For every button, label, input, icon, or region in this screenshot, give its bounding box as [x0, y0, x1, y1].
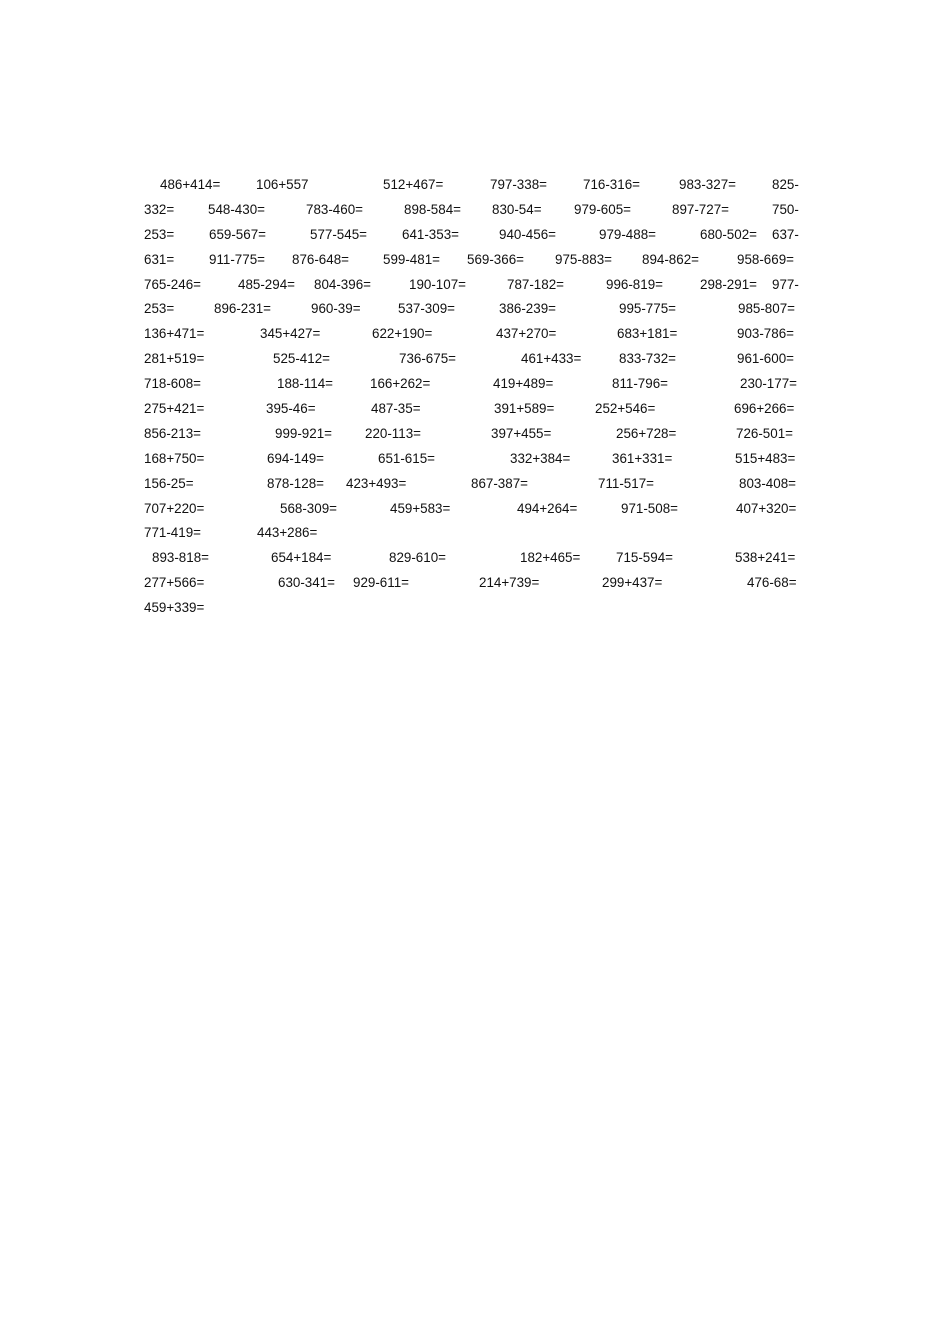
problem: 856-213=	[144, 425, 201, 441]
problem: 443+286=	[257, 525, 318, 541]
problem: 765-246=	[144, 276, 201, 292]
problem: 182+465=	[520, 550, 581, 566]
problem: 630-341=	[278, 575, 335, 591]
problem: 332+384=	[510, 450, 571, 466]
problem: 298-291=	[700, 276, 757, 292]
problem: 876-648=	[292, 251, 349, 267]
problem: 548-430=	[208, 201, 265, 217]
problem: 958-669=	[737, 251, 794, 267]
problem: 829-610=	[389, 550, 446, 566]
problem: 407+320=	[736, 500, 797, 516]
problem: 696+266=	[734, 401, 795, 417]
problem: 654+184=	[271, 550, 332, 566]
problem: 397+455=	[491, 425, 552, 441]
problem: 486+414=	[160, 177, 221, 192]
problem: 911-775=	[209, 251, 265, 267]
problem: 487-35=	[371, 401, 421, 417]
problem: 512+467=	[383, 177, 444, 192]
problem: 188-114=	[277, 376, 333, 392]
problem: 894-862=	[642, 251, 699, 267]
problem: 332=	[144, 201, 175, 217]
problem: 896-231=	[214, 301, 271, 317]
worksheet-line	[144, 222, 804, 247]
problem: 659-567=	[209, 226, 266, 242]
problem: 878-128=	[267, 475, 324, 491]
problem: 651-615=	[378, 450, 435, 466]
problem: 345+427=	[260, 326, 321, 342]
problem: 637-	[772, 226, 799, 242]
problem: 960-39=	[311, 301, 361, 317]
problem: 275+421=	[144, 401, 205, 417]
problem: 726-501=	[736, 425, 793, 441]
problem: 166+262=	[370, 376, 431, 392]
problem: 361+331=	[612, 450, 673, 466]
problem: 106+557	[256, 177, 309, 192]
worksheet-line	[144, 272, 804, 297]
problem: 929-611=	[353, 575, 409, 591]
problem: 494+264=	[517, 500, 578, 516]
problem: 983-327=	[679, 177, 736, 192]
worksheet-line	[144, 545, 804, 570]
problem: 256+728=	[616, 425, 677, 441]
problem: 419+489=	[493, 376, 554, 392]
worksheet-line	[144, 396, 804, 421]
problem: 683+181=	[617, 326, 678, 342]
problem: 537-309=	[398, 301, 455, 317]
problem: 977-	[772, 276, 799, 292]
problem: 680-502=	[700, 226, 757, 242]
problem: 459+583=	[390, 500, 451, 516]
problem: 281+519=	[144, 351, 205, 367]
problem: 214+739=	[479, 575, 540, 591]
problem: 718-608=	[144, 376, 201, 392]
problem: 787-182=	[507, 276, 564, 292]
problem: 569-366=	[467, 251, 524, 267]
problem: 995-775=	[619, 301, 676, 317]
problem: 423+493=	[346, 475, 407, 491]
problem: 736-675=	[399, 351, 456, 367]
problem: 825-	[772, 177, 799, 192]
problem: 797-338=	[490, 177, 547, 192]
problem: 190-107=	[409, 276, 466, 292]
problem: 711-517=	[598, 475, 654, 491]
problem: 230-177=	[740, 376, 797, 392]
problem: 975-883=	[555, 251, 612, 267]
problem: 136+471=	[144, 326, 205, 342]
problem: 641-353=	[402, 226, 459, 242]
problem: 252+546=	[595, 401, 656, 417]
problem: 485-294=	[238, 276, 295, 292]
worksheet-line	[144, 296, 804, 321]
worksheet-line	[144, 446, 804, 471]
problem: 156-25=	[144, 475, 194, 491]
worksheet-line	[144, 496, 804, 521]
problem: 568-309=	[280, 500, 337, 516]
worksheet-line	[144, 471, 804, 496]
problem: 716-316=	[583, 177, 640, 192]
problem: 771-419=	[144, 525, 201, 541]
problem: 461+433=	[521, 351, 582, 367]
problem: 999-921=	[275, 425, 332, 441]
problem: 833-732=	[619, 351, 676, 367]
problem: 803-408=	[739, 475, 796, 491]
problem: 996-819=	[606, 276, 663, 292]
problem: 631=	[144, 251, 175, 267]
problem: 971-508=	[621, 500, 678, 516]
problem: 893-818=	[152, 550, 209, 566]
problem: 459+339=	[144, 600, 205, 616]
problem: 867-387=	[471, 475, 528, 491]
problem: 386-239=	[499, 301, 556, 317]
problem: 395-46=	[266, 401, 316, 417]
problem: 538+241=	[735, 550, 796, 566]
worksheet-line	[144, 421, 804, 446]
problem: 253=	[144, 301, 175, 317]
problem: 979-488=	[599, 226, 656, 242]
problem: 391+589=	[494, 401, 555, 417]
problem: 985-807=	[738, 301, 795, 317]
problem: 515+483=	[735, 450, 796, 466]
worksheet-line	[144, 197, 804, 222]
problem: 903-786=	[737, 326, 794, 342]
worksheet-line	[144, 172, 804, 197]
worksheet-line	[144, 346, 804, 371]
problem: 783-460=	[306, 201, 363, 217]
arithmetic-worksheet	[144, 172, 804, 620]
problem: 811-796=	[612, 376, 668, 392]
problem: 437+270=	[496, 326, 557, 342]
problem: 750-	[772, 201, 799, 217]
problem: 299+437=	[602, 575, 663, 591]
problem: 979-605=	[574, 201, 631, 217]
problem: 168+750=	[144, 450, 205, 466]
problem: 622+190=	[372, 326, 433, 342]
problem: 694-149=	[267, 450, 324, 466]
worksheet-line	[144, 520, 804, 545]
problem: 940-456=	[499, 226, 556, 242]
problem: 253=	[144, 226, 175, 242]
problem: 804-396=	[314, 276, 371, 292]
problem: 277+566=	[144, 575, 205, 591]
problem: 830-54=	[492, 201, 542, 217]
worksheet-line	[144, 321, 804, 346]
problem: 599-481=	[383, 251, 440, 267]
problem: 715-594=	[616, 550, 673, 566]
problem: 707+220=	[144, 500, 205, 516]
worksheet-line	[144, 595, 804, 620]
problem: 577-545=	[310, 226, 367, 242]
problem: 961-600=	[737, 351, 794, 367]
problem: 220-113=	[365, 425, 421, 441]
problem: 476-68=	[747, 575, 797, 591]
problem: 898-584=	[404, 201, 461, 217]
worksheet-line	[144, 371, 804, 396]
problem: 525-412=	[273, 351, 330, 367]
problem: 897-727=	[672, 201, 729, 217]
worksheet-line	[144, 570, 804, 595]
worksheet-line	[144, 247, 804, 272]
